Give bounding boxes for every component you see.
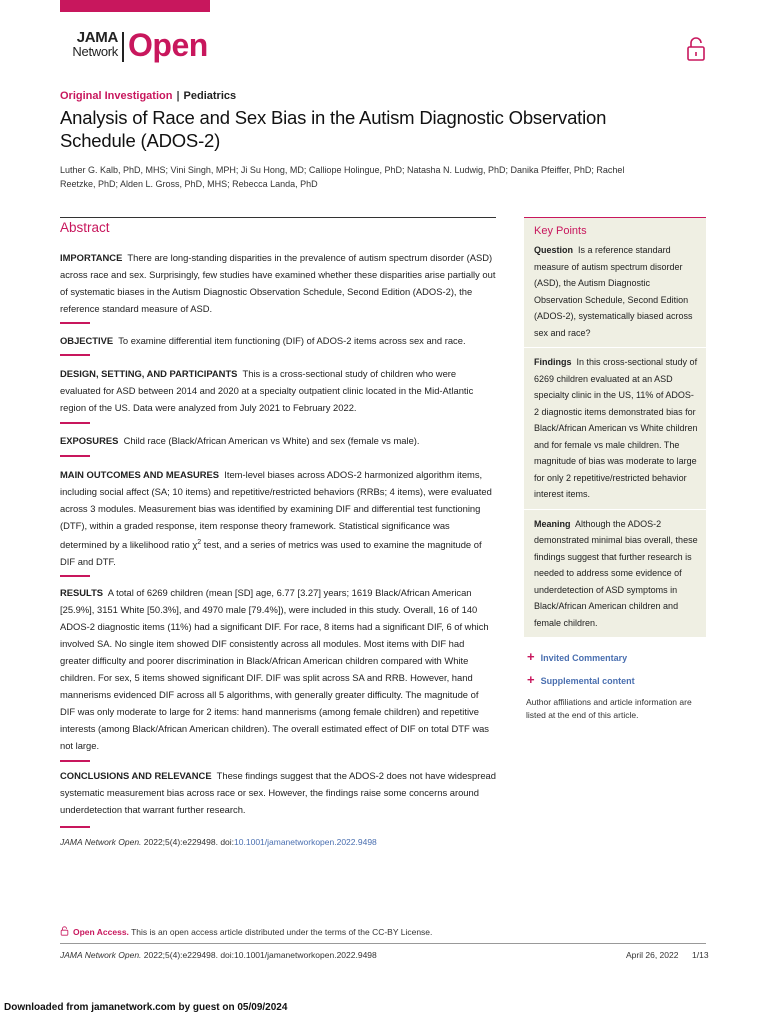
meaning-label: Meaning xyxy=(534,518,571,529)
section-divider xyxy=(60,455,90,457)
abstract-rule xyxy=(60,217,496,218)
section-divider xyxy=(60,354,90,356)
plus-icon: + xyxy=(527,649,535,664)
objective-label: OBJECTIVE xyxy=(60,335,114,346)
results-text: A total of 6269 children (mean [SD] age, 6.77 [3.27] years; 1619 Black/African American [25.9%], 3151 White [50.3%], and 4970 male [79.4%]), were included in this study. Overall, 16 of 140 ADOS-2 diagnostic items (11%) had a significant DIF. For race, 8 items had a significant DIF, 6 of which involved SA. No single item showed DIF consistently across all modules. Most items with DIF had greater difficulty and poorer discrimination in Black/African American children compared with White children. For sex, 5 items showed significant DIF. DIF was split across SA and RRB. However, hand mannerisms evidenced DIF across all 5 algorithms, with generally greater difficulty. The magnitude of DIF was only moderate to large for 2 items: hand mannerisms (among female children) and repetitive interests (among Black/African American children). The overall estimated effect of DIF on total DTF was not large. xyxy=(60,587,489,751)
conclusions-text: These findings suggest that the ADOS-2 does not have widespread systematic measurement bias across race or sex. However, the findings raise some concerns around underdetection that warrant further research. xyxy=(60,770,496,815)
abstract-importance xyxy=(60,249,496,317)
article-citation xyxy=(60,837,377,847)
key-point-question xyxy=(534,242,698,341)
citation-ref: 2022;5(4):e229498. doi: xyxy=(141,837,235,847)
key-points-divider xyxy=(524,509,706,510)
abstract-results xyxy=(60,584,496,754)
logo-network: Network xyxy=(72,44,118,59)
abstract-objective xyxy=(60,332,496,349)
open-access-notice xyxy=(60,926,432,937)
key-point-findings xyxy=(534,354,698,503)
download-notice: Downloaded from jamanetwork.com by guest on 05/09/2024 xyxy=(4,1002,288,1013)
findings-text: In this cross-sectional study of 6269 children evaluated at an ASD specialty clinic in the US, 11% of ADOS-2 diagnostic items demonstrated bias for Black/African American vs White children and for female vs male children. The magnitude of bias was moderate to large for only 2 repetitive/restricted behavior interest items. xyxy=(534,357,698,499)
abstract-heading: Abstract xyxy=(60,220,110,235)
abstract-exposures xyxy=(60,432,496,449)
logo-open: Open xyxy=(128,27,208,63)
section-divider xyxy=(60,760,90,762)
outcomes-text-b: test, and a series of metrics was used to examine the magnitude of DIF and DTF. xyxy=(60,539,482,568)
article-section[interactable]: Pediatrics xyxy=(183,90,237,102)
key-points-divider xyxy=(524,347,706,348)
footer-rule xyxy=(60,943,706,944)
invited-commentary-label: Invited Commentary xyxy=(540,653,628,663)
plus-icon: + xyxy=(527,672,535,687)
design-text: This is a cross-sectional study of children who were evaluated for ASD between 2014 and 2020 at a specialty outpatient clinic located in the Mid-Atlantic region of the US. Data were analyzed from July 2021 to February 2022. xyxy=(60,368,474,413)
chi-square-superscript: 2 xyxy=(197,539,202,546)
key-points-heading: Key Points xyxy=(534,225,587,237)
supplemental-content-link[interactable] xyxy=(527,672,635,687)
findings-label: Findings xyxy=(534,357,572,367)
section-divider xyxy=(60,422,90,424)
importance-text: There are long-standing disparities in the prevalence of autism spectrum disorder (ASD) across race and sex. Surprisingly, few studies have examined whether these disparities arise partially out of systematic biases in the Autism Diagnostic Observation Schedule, Second Edition (ADOS-2), the reference standard measure of ASD. xyxy=(60,252,496,314)
key-point-meaning xyxy=(534,516,698,632)
meaning-text: Although the ADOS-2 demonstrated minimal bias overall, these findings suggest that further research is needed to address some evidence of underdetection of ASD symptoms in Black/African American children and female children. xyxy=(534,518,698,628)
footer-citation xyxy=(60,950,377,960)
logo-jama: JAMA xyxy=(76,29,118,46)
top-accent-bar xyxy=(60,0,210,12)
logo-divider xyxy=(122,32,124,62)
article-kicker xyxy=(60,90,236,102)
open-access-label[interactable]: Open Access. xyxy=(73,927,129,937)
open-access-lock-icon xyxy=(60,926,69,936)
author-affiliations-note: Author affiliations and article information are listed at the end of this article. xyxy=(526,697,692,720)
section-divider xyxy=(60,575,90,577)
invited-commentary-link[interactable] xyxy=(527,649,627,664)
footer-ref: 2022;5(4):e229498. doi:10.1001/jamanetworkopen.2022.9498 xyxy=(141,950,377,960)
citation-journal: JAMA Network Open. xyxy=(60,837,142,847)
objective-text: To examine differential item functioning (DIF) of ADOS-2 items across sex and race. xyxy=(118,335,466,346)
article-type[interactable]: Original Investigation xyxy=(60,90,173,102)
footer-journal: JAMA Network Open. xyxy=(60,950,142,960)
results-label: RESULTS xyxy=(60,587,104,598)
kicker-separator: | xyxy=(176,90,180,102)
open-access-text: This is an open access article distributed under the terms of the CC-BY License. xyxy=(128,927,433,937)
exposures-text: Child race (Black/African American vs White) and sex (female vs male). xyxy=(123,435,420,446)
abstract-design xyxy=(60,365,496,416)
abstract-conclusions xyxy=(60,767,496,818)
section-divider xyxy=(60,826,90,828)
author-list: Luther G. Kalb, PhD, MHS; Vini Singh, MPH; Ji Su Hong, MD; Calliope Holingue, PhD; Natasha N. Ludwig, PhD; Danika Pfeiffer, PhD; Rachel Reetzke, PhD; Alden L. Gross, PhD, MHS; Rebecca Landa, PhD xyxy=(60,165,625,189)
outcomes-label: MAIN OUTCOMES AND MEASURES xyxy=(60,469,220,480)
key-points-panel xyxy=(524,217,706,637)
section-divider xyxy=(60,322,90,324)
question-text: Is a reference standard measure of autism spectrum disorder (ASD), the Autism Diagnostic Observation Schedule, Second Edition (ADOS-2), systematically biased across sex and race? xyxy=(534,245,693,338)
abstract-outcomes xyxy=(60,466,496,570)
open-lock-icon xyxy=(686,36,706,62)
citation-doi-link[interactable]: 10.1001/jamanetworkopen.2022.9498 xyxy=(234,837,377,847)
article-title: Analysis of Race and Sex Bias in the Autism Diagnostic Observation Schedule (ADOS-2) xyxy=(60,107,607,151)
footer-page-number: 1/13 xyxy=(692,950,709,960)
exposures-label: EXPOSURES xyxy=(60,435,119,446)
conclusions-label: CONCLUSIONS AND RELEVANCE xyxy=(60,770,212,781)
importance-label: IMPORTANCE xyxy=(60,252,123,263)
outcomes-text-a: Item-level biases across ADOS-2 harmonized algorithm items, including social affect (SA; 10 items) and repetitive/restricted behaviors (RRBs; 4 items), were evaluated across 3 modules. Measurement bias was identified by examining DIF and differential test functioning (DTF), within a graded response, item response theory framework. Statistical significance was determined by a likelihood ratio χ xyxy=(60,469,492,551)
footer-date: April 26, 2022 xyxy=(626,950,679,960)
supplemental-content-label: Supplemental content xyxy=(540,676,635,686)
design-label: DESIGN, SETTING, AND PARTICIPANTS xyxy=(60,368,238,379)
question-label: Question xyxy=(534,245,574,255)
